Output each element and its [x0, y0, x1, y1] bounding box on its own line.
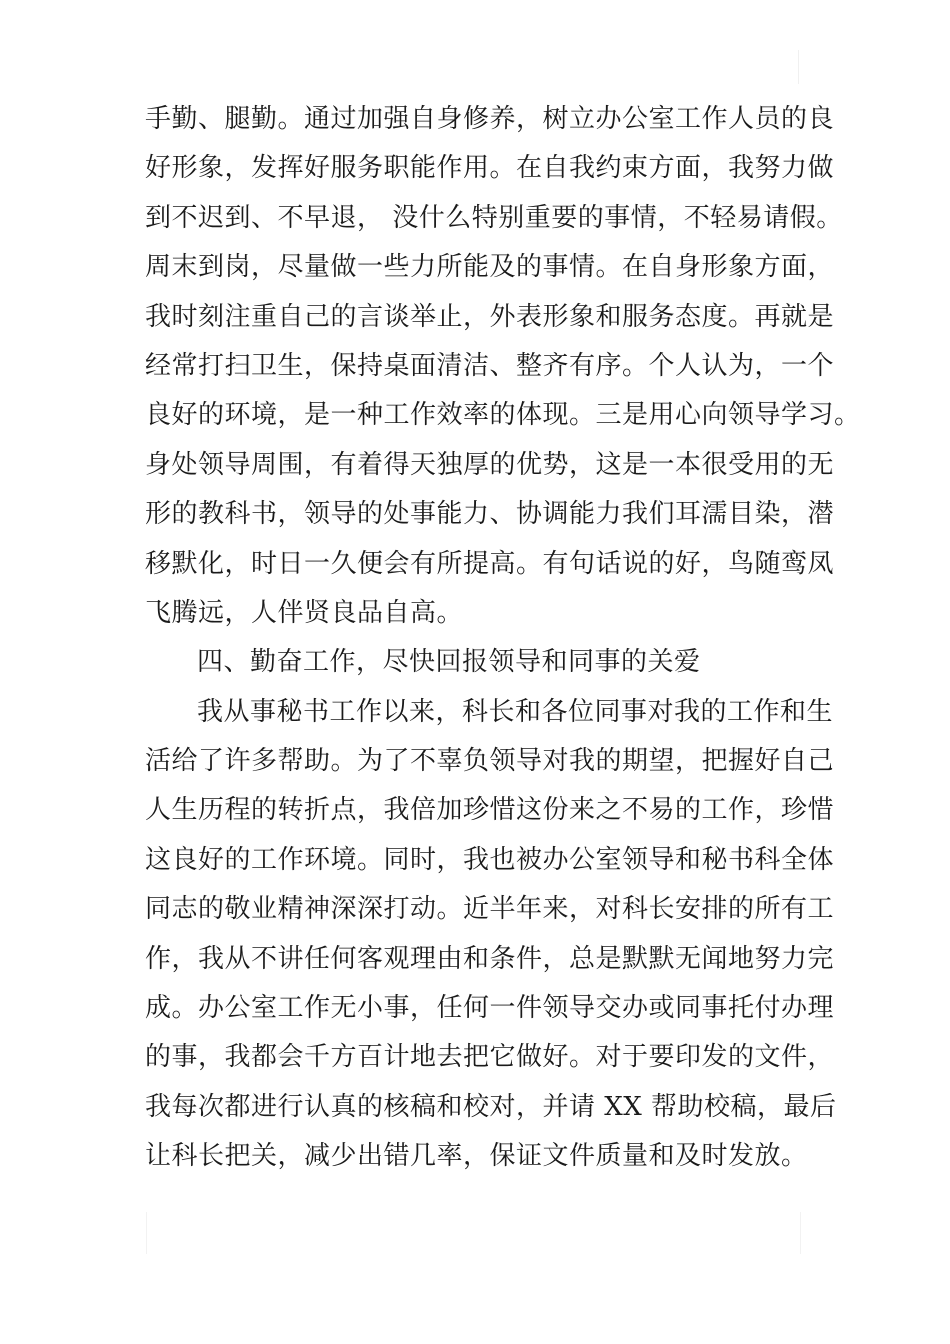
- text-line: 经常打扫卫生，保持桌面清洁、整齐有序。个人认为，一个: [145, 350, 835, 381]
- page-corner-mark: [798, 50, 799, 84]
- text-line: 好形象，发挥好服务职能作用。在自我约束方面，我努力做: [145, 153, 835, 184]
- text-line: 同志的敬业精神深深打动。近半年来，对科长安排的所有工: [145, 894, 835, 925]
- text-line: 让科长把关，减少出错几率，保证文件质量和及时发放。: [145, 1141, 808, 1172]
- text-line: 成。办公室工作无小事，任何一件领导交办或同事托付办理: [145, 993, 835, 1024]
- text-line: 到不迟到、不早退， 没什么特别重要的事情，不轻易请假。: [145, 202, 843, 233]
- paragraph-first-line: 我从事秘书工作以来，科长和各位同事对我的工作和生: [197, 696, 834, 727]
- text-line: 飞腾远，人伴贤良品自高。: [145, 597, 464, 628]
- text-line: 这良好的工作环境。同时，我也被办公室领导和秘书科全体: [145, 844, 835, 875]
- text-line: 形的教科书，领导的处事能力、协调能力我们耳濡目染，潜: [145, 499, 835, 530]
- text-line: 手勤、腿勤。通过加强自身修养，树立办公室工作人员的良: [145, 104, 835, 134]
- text-line: 人生历程的转折点，我倍加珍惜这份来之不易的工作，珍惜: [145, 795, 835, 826]
- text-line: 作，我从不讲任何客观理由和条件，总是默默无闻地努力完: [145, 943, 835, 974]
- text-line: 身处领导周围，有着得天独厚的优势，这是一本很受用的无: [145, 449, 835, 480]
- body-text: [145, 95, 861, 1182]
- text-line: 我时刻注重自己的言谈举止，外表形象和服务态度。再就是: [145, 301, 835, 332]
- text-line: 我每次都进行认真的核稿和校对，并请 XX 帮助校稿，最后: [145, 1091, 837, 1122]
- text-line: 周末到岗，尽量做一些力所能及的事情。在自身形象方面，: [145, 252, 835, 283]
- text-line: 的事，我都会千方百计地去把它做好。对于要印发的文件，: [145, 1042, 835, 1073]
- section-heading: 四、勤奋工作，尽快回报领导和同事的关爱: [197, 647, 701, 678]
- page-corner-mark: [146, 1212, 147, 1254]
- text-line: 移默化，时日一久便会有所提高。有句话说的好，鸟随鸾凤: [145, 548, 835, 579]
- page-corner-mark: [800, 1212, 801, 1254]
- text-line: 良好的环境，是一种工作效率的体现。三是用心向领导学习。: [145, 400, 861, 431]
- text-line: 活给了许多帮助。为了不辜负领导对我的期望，把握好自己: [145, 746, 835, 777]
